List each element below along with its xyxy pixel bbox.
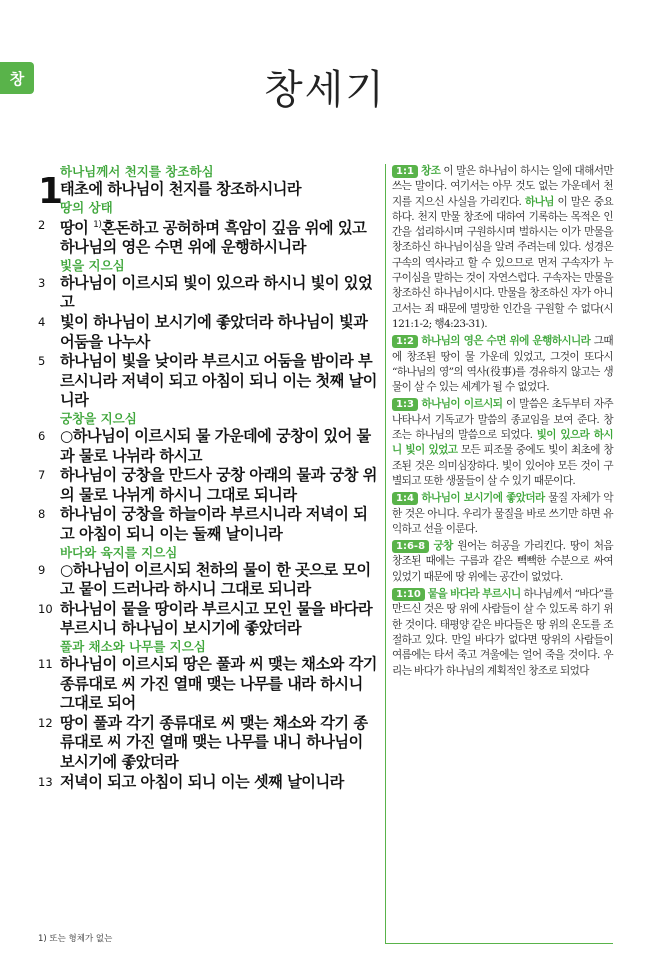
book-tab[interactable]: 창 <box>0 62 34 94</box>
scripture-column <box>38 164 378 792</box>
note-text: 이 말은 중요하다. 천지 만물 창조에 대하여 기록하는 목적은 인간을 섭리하시며 구원하시며 벌하시는 이가 만물을 창조하신 하나님이심을 알려 주려는데 있다. 성경은 구속의 역사라고 할 수 있으므로 먼저 구속자가 누구이심을 말하는 것이 자연스럽다. 구속자는 만물을 창조하신 하나님이시다. 만물을 창조하신 자가 아니고서는 죄 때문에 멸망한 인간을 구원할 수 없다(시121:1-2; 행4:23-31). <box>392 195 613 330</box>
verse-text: 땅이 풀과 각기 종류대로 씨 맺는 채소와 각기 종류대로 씨 가진 열매 맺는 나무를 내니 하나님이 보시기에 좋았더라 <box>60 713 368 771</box>
highlighted-phrase: 하나님 <box>524 195 554 208</box>
section-heading: 바다와 육지를 지으심 <box>60 544 178 560</box>
chapter-number: 1 <box>38 171 64 212</box>
verse-text: 하나님이 빛을 낮이라 부르시고 어둠을 밤이라 부르시니라 저녁이 되고 아침이 되니 이는 첫째 날이니라 <box>60 352 377 410</box>
highlighted-phrase: 뭍을 바다라 부르시니 <box>427 588 521 601</box>
note-text: 원어는 허공을 가리킨다. 땅이 처음 창조된 때에는 구름과 같은 빽빽한 수분으로 싸여 있었기 때문에 땅 위에는 공간이 없었다. <box>392 540 613 583</box>
commentary-note <box>392 587 613 679</box>
section-heading: 풀과 채소와 나무를 지으심 <box>60 638 206 654</box>
verse-ref-badge: 1:6-8 <box>392 540 429 553</box>
verse-text: 빛이 하나님이 보시기에 좋았더라 하나님이 빛과 어둠을 나누사 <box>60 313 368 351</box>
verse-number: 13 <box>38 774 53 789</box>
note-text: 이 말은 하나님이 하시는 일에 대해서만 쓰는 말이다. 여기서는 아무 것도 없는 가운데서 천지를 지으신 사실을 가리킨다. <box>392 165 613 208</box>
commentary-note <box>392 539 613 585</box>
commentary-note <box>392 491 613 537</box>
verse-number: 7 <box>38 468 46 483</box>
verse-2 <box>38 216 378 258</box>
verse-text: 태초에 하나님이 천지를 창조하시니라 <box>60 180 302 198</box>
verse-text: 하나님이 이르시되 빛이 있으라 하시니 빛이 있었고 <box>60 273 373 312</box>
highlighted-phrase: 하나님이 보시기에 좋았더라 <box>421 492 545 505</box>
note-text: 하나님께서 “바다”를 만드신 것은 땅 위에 사람들이 살 수 있도록 하기 위한 것이다. 태평양 같은 바다들은 땅 위의 온도를 조절하고 있다. 만일 바다가 없다면 땅위의 사람들이 여름에는 타서 죽고 겨울에는 얼어 죽을 것이다. 우리는 바다가 하나님의 계획적인 창조로 되었다 <box>392 588 613 677</box>
highlighted-phrase: 빛이 있으라 하시니 빛이 있었고 <box>392 429 613 457</box>
highlighted-phrase: 창조 <box>421 165 441 177</box>
section-heading: 빛을 지으심 <box>60 257 125 273</box>
section-heading: 땅의 상태 <box>60 199 113 215</box>
verse-4 <box>38 313 378 352</box>
verse-text: 하나님이 뭍을 땅이라 부르시고 모인 물을 바다라 부르시니 하나님이 보시기에 좋았더라 <box>60 599 373 638</box>
verse-text: 땅이 $^{1)}$혼돈하고 공허하며 흑암이 깊음 위에 있고 하나님의 영은 수면 위에 운행하시니라 <box>60 218 367 257</box>
note-text: 물질 자체가 악한 것은 아니다. 우리가 물질을 바로 쓰기만 하면 유익하고 선을 이룬다. <box>392 492 613 535</box>
commentary-note <box>392 334 613 395</box>
note-text: 이 말씀은 초두부터 자주 나타나서 기독교가 말씀의 종교임을 보여 준다. 창조는 하나님의 말씀으로 되었다. <box>392 398 613 442</box>
verse-number: 11 <box>38 656 53 671</box>
verse-number: 4 <box>38 315 46 330</box>
verse-11 <box>38 655 378 714</box>
verse-8 <box>38 505 378 544</box>
page-title: 창세기 <box>264 67 386 113</box>
verse-7 <box>38 466 378 505</box>
section-heading: 궁창을 지으심 <box>60 411 137 426</box>
section-heading: 하나님께서 천지를 창조하심 <box>60 164 214 179</box>
verse-number: 8 <box>38 507 46 522</box>
verse-text: 저녁이 되고 아침이 되니 이는 셋째 날이니라 <box>60 772 344 791</box>
highlighted-phrase: 궁창 <box>433 540 453 553</box>
verse-10 <box>38 600 378 639</box>
verse-text: 하나님이 이르시되 땅은 풀과 씨 맺는 채소와 각기 종류대로 씨 가진 열매 맺는 나무를 내라 하시니 그대로 되어 <box>60 654 377 713</box>
verse-text: ○하나님이 이르시되 천하의 물이 한 곳으로 모이고 뭍이 드러나라 하시니 그대로 되니라 <box>60 560 371 599</box>
commentary-column <box>385 164 613 944</box>
highlighted-phrase: 하나님의 영은 수면 위에 운행하시니라 <box>421 335 591 348</box>
verse-number: 2 <box>38 217 46 232</box>
commentary-note <box>392 164 613 332</box>
verse-ref-badge: 1:10 <box>392 588 425 601</box>
footnote-marker[interactable]: 1) <box>93 219 102 230</box>
verse-text: 하나님이 궁창을 하늘이라 부르시니라 저녁이 되고 아침이 되니 이는 둘째 날이니라 <box>60 505 368 543</box>
verse-3 <box>38 274 378 313</box>
verse-text: ○하나님이 이르시되 물 가운데에 궁창이 있어 물과 물로 나뉘라 하시고 <box>60 427 371 465</box>
note-text: 모든 피조물 중에도 빛이 최초에 창조된 것은 의미심장하다. 빛이 있어야 모든 것이 구별되고 또한 생물들이 살 수 있기 때문이다. <box>392 444 613 487</box>
verse-number: 3 <box>38 275 46 290</box>
verse-12 <box>38 714 378 773</box>
footnote: 1) 또는 형체가 없는 <box>38 934 113 944</box>
verse-number: 9 <box>38 562 46 577</box>
verse-9 <box>38 561 378 600</box>
verse-6 <box>38 427 378 466</box>
verse-ref-badge: 1:1 <box>392 165 418 178</box>
verse-number: 10 <box>38 601 53 616</box>
verse-5 <box>38 352 378 411</box>
verse-number: 12 <box>38 715 53 730</box>
verse-number: 6 <box>38 429 46 443</box>
commentary-note <box>392 397 613 489</box>
verse-number: 5 <box>38 354 46 369</box>
note-text: 그때에 창조된 땅이 물 가운데 있었고, 그것이 또다시 “하나님의 영”의 역사(役事)를 경유하지 않고는 생물이 살 수 있는 세계가 될 수 없었다. <box>392 335 613 394</box>
verse-13 <box>38 773 378 793</box>
verse-ref-badge: 1:4 <box>392 492 418 505</box>
verse-ref-badge: 1:2 <box>392 335 418 348</box>
highlighted-phrase: 하나님이 이르시되 <box>421 398 503 411</box>
verse-text: 하나님이 궁창을 만드사 궁창 아래의 물과 궁창 위의 물로 나뉘게 하시니 그대로 되니라 <box>60 466 377 504</box>
verse-ref-badge: 1:3 <box>392 398 418 411</box>
